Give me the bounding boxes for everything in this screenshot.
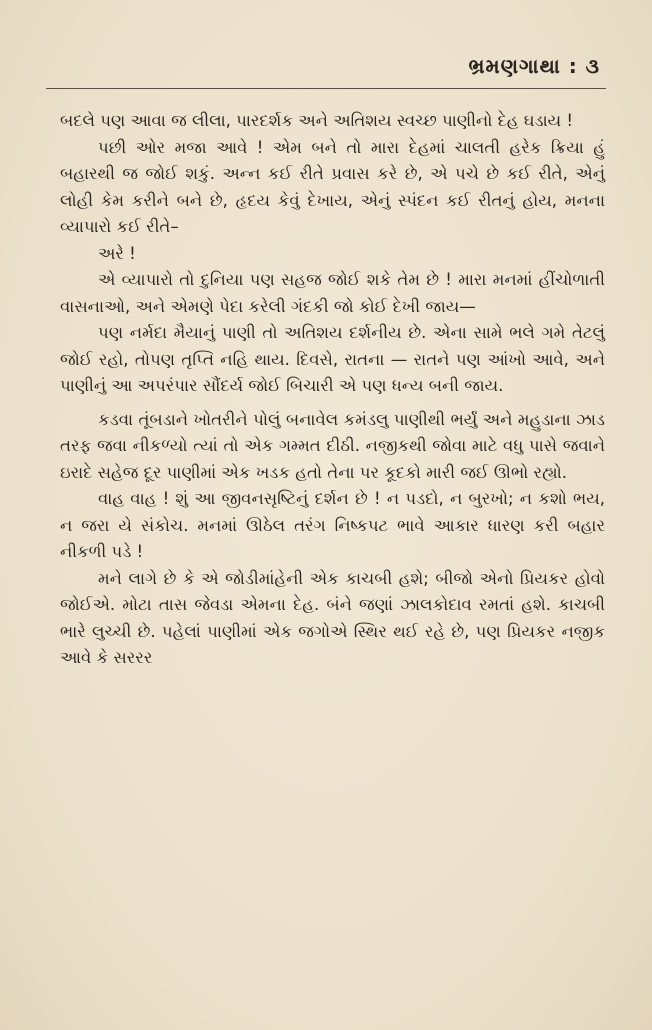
paragraph: વાહ વાહ ! શું આ જીવનસૃષ્ટિનું દર્શન છે ! ન પડદો, ન બુરખો; ન કશો ભય, ન જરા યે સંકોચ. મનમાં ઊઠેલ તરંગ નિષ્કપટ ભાવે આકાર ધારણ કરી બહાર નીકળી પડે ! [60, 489, 605, 561]
paragraph: પણ નર્મદા મૈયાનું પાણી તો અતિશય દર્શનીય છે. એના સામે ભલે ગમે તેટલું જોઈ રહો, તોપણ તૃપ્તિ નહિ થાય. દિવસે, રાતના — રાતને પણ આંખો આવે, અને પાણીનું આ અપરંપાર સૌંદર્ય જોઈ બિચારી એ પણ ધન્ય બની જાય. [60, 323, 605, 395]
header-rule [46, 88, 606, 89]
running-head: ભ્રમણગાથા : ૩ [468, 54, 600, 78]
paragraph: કડવા તૂંબડાને ખોતરીને પોલું બનાવેલ કમંડલુ પાણીથી ભર્યું અને મહુડાના ઝાડ તરફ જવા નીકળ્યો ત્યાં તો એક ગમ્મત દીઠી. નજીકથી જોવા માટે વધુ પાસે જવાને ઇરાદે સહેજ દૂર પાણીમાં એક ખડક હતો તેના પર કૂદકો મારી જઈ ઊભો રહ્યો. [60, 409, 605, 482]
paragraph-continuation: બદલે પણ આવા જ લીલા, પારદર્શક અને અતિશય સ્વચ્છ પાણીનો દેહ ઘડાય ! [60, 111, 574, 130]
paragraph-gap [60, 400, 605, 407]
paragraph-exclamation: અરે ! [98, 243, 136, 263]
paragraph: એ વ્યાપારો તો દુનિયા પણ સહજ જોઈ શકે તેમ છે ! મારા મનમાં હીંચોળાતી વાસનાઓ, અને એમણે પેદા કરેલી ગંદકી જો કોઈ દેખી જાય— [60, 270, 605, 316]
paragraph: મને લાગે છે કે એ જોડીમાંહેની એક કાચબી હશે; બીજો એનો પ્રિયકર હોવો જોઈએ. મોટા તાસ જેવડા એમના દેહ. બંને જણાં ઝાલકોદાવ રમતાં હશે. કાચબી ભારે લુચ્ચી છે. પહેલાં પાણીમાં એક જગોએ સ્થિર થઈ રહે છે, પણ પ્રિયકર નજીક આવે કે સરરર [60, 568, 605, 667]
page-body [60, 108, 605, 672]
paragraph: પછી ઓર મજા આવે ! એમ બને તો મારા દેહમાં ચાલતી હરેક ક્રિયા હું બહારથી જ જોઈ શકું. અન્ન કઈ રીતે પ્રવાસ કરે છે, એ પચે છે કઈ રીતે, એનું લોહી કેમ કરીને બને છે, હૃદય કેવું દેખાય, એનું સ્પંદન કઈ રીતનું હોય, મનના વ્યાપારો કઈ રીતે– [60, 137, 605, 236]
